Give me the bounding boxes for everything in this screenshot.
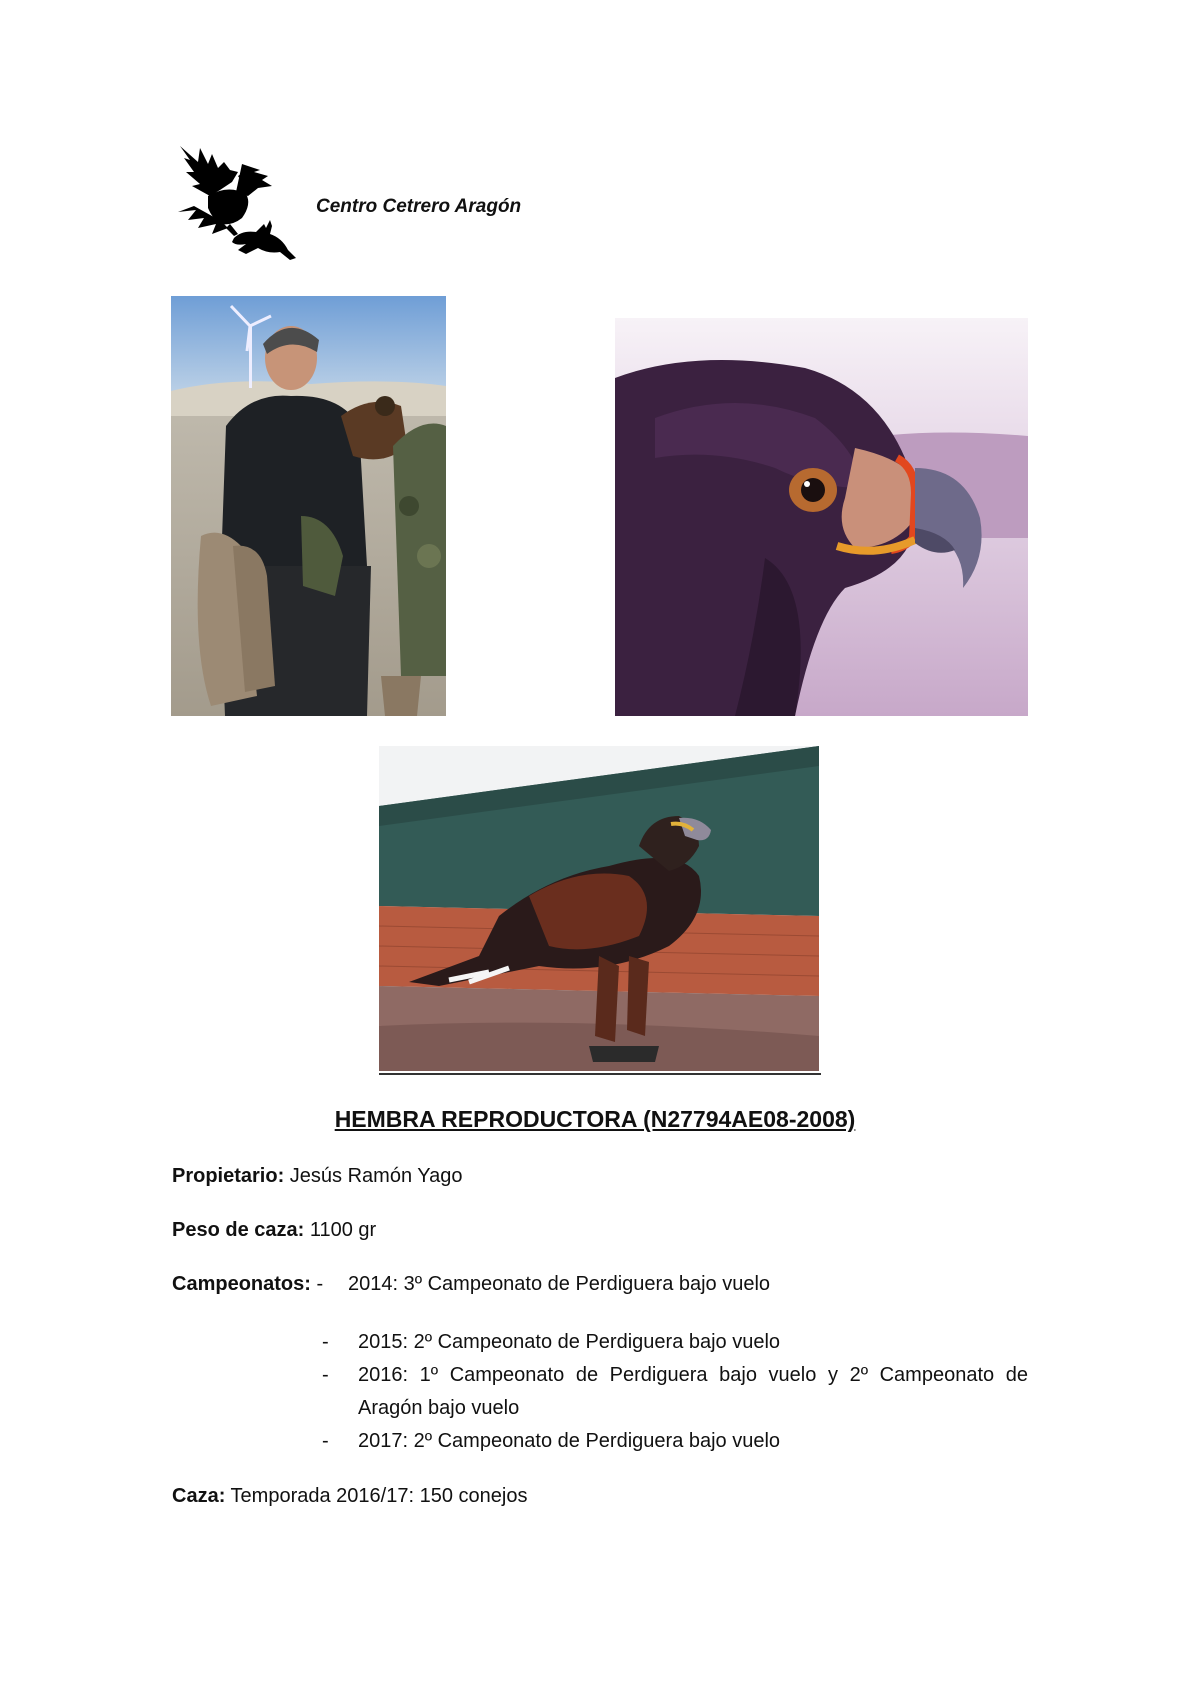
championship-item: 2016: 1º Campeonato de Perdiguera bajo vuelo y 2º Campeonato de Aragón bajo vuelo xyxy=(358,1364,1028,1419)
championship-item: 2014: 3º Campeonato de Perdiguera bajo vuelo xyxy=(348,1273,771,1295)
championship-item: 2017: 2º Campeonato de Perdiguera bajo vuelo xyxy=(358,1430,781,1452)
hunting-value: Temporada 2016/17: 150 conejos xyxy=(225,1485,528,1507)
falconer-with-hares-photo xyxy=(171,296,446,716)
owner-label: Propietario: xyxy=(172,1165,285,1187)
weight-label: Peso de caza: xyxy=(172,1219,305,1241)
championship-item: 2015: 2º Campeonato de Perdiguera bajo vuelo xyxy=(358,1331,781,1353)
perched-harris-hawk-photo xyxy=(379,746,819,1071)
page-title: HEMBRA REPRODUCTORA (N27794AE08-2008) xyxy=(334,1106,856,1132)
organization-name: Centro Cetrero Aragón xyxy=(316,196,522,217)
championships-field xyxy=(172,1273,323,1296)
owner-field xyxy=(172,1165,463,1188)
championships-label: Campeonatos: xyxy=(172,1273,311,1295)
hawk-head-closeup-photo xyxy=(615,318,1028,716)
list-item xyxy=(322,1326,1028,1359)
weight-field xyxy=(172,1219,376,1242)
list-dash: - xyxy=(322,1331,329,1353)
owner-value: Jesús Ramón Yago xyxy=(284,1165,463,1187)
hunting-label: Caza: xyxy=(172,1485,226,1507)
championships-first-dash: - xyxy=(310,1273,324,1295)
list-item xyxy=(322,1425,1028,1458)
championships-list xyxy=(322,1326,1028,1458)
list-item xyxy=(322,1359,1028,1425)
weight-value: 1100 gr xyxy=(304,1219,377,1241)
hunting-field xyxy=(172,1485,527,1508)
list-dash: - xyxy=(322,1364,329,1386)
list-dash: - xyxy=(322,1430,329,1452)
eagle-hare-silhouette-icon xyxy=(172,142,300,266)
photo-divider xyxy=(379,1073,821,1075)
